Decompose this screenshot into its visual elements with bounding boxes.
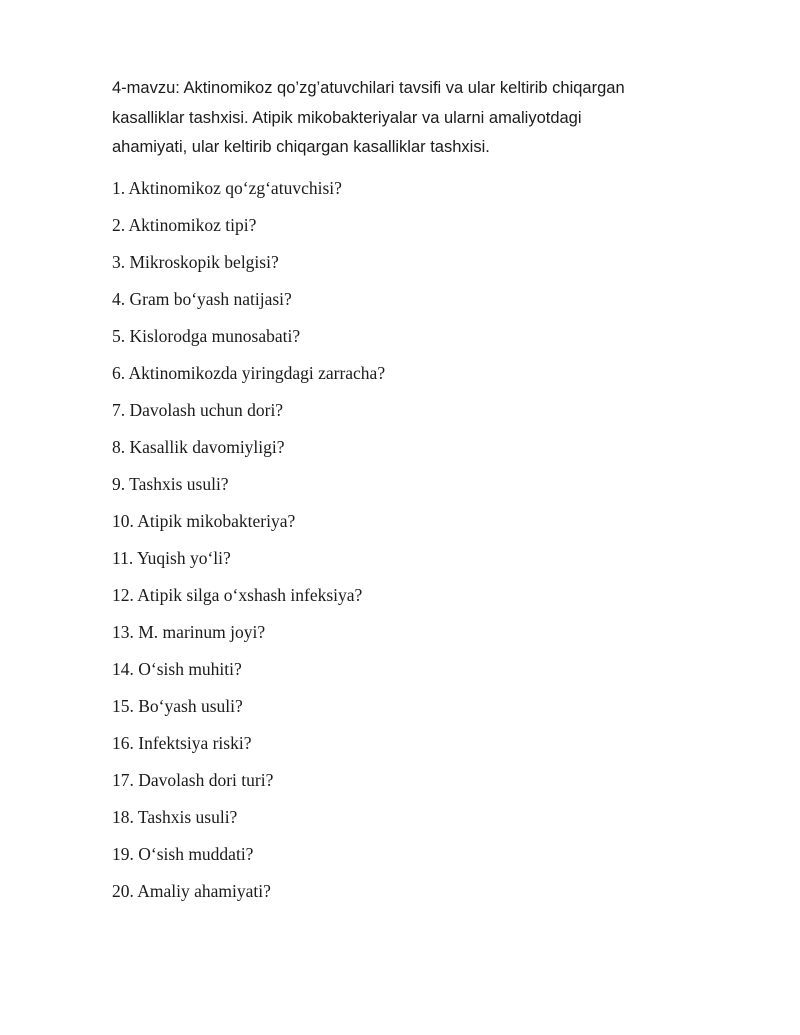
question-item: 12. Atipik silga oʻxshash infeksiya? <box>112 584 363 605</box>
document-content <box>112 74 732 917</box>
question-item: 1. Aktinomikoz qoʻzgʻatuvchisi? <box>112 177 342 198</box>
question-item: 20. Amaliy ahamiyati? <box>112 880 271 901</box>
title-line: ahamiyati, ular keltirib chiqargan kasalliklar tashxisi. <box>112 138 490 156</box>
question-item: 4. Gram boʻyash natijasi? <box>112 288 292 309</box>
question-item: 5. Kislorodga munosabati? <box>112 325 301 346</box>
question-item: 7. Davolash uchun dori? <box>112 399 284 420</box>
question-item: 17. Davolash dori turi? <box>112 769 274 790</box>
question-item: 14. Oʻsish muhiti? <box>112 658 242 679</box>
question-item: 2. Aktinomikoz tipi? <box>112 214 257 235</box>
question-item: 6. Aktinomikozda yiringdagi zarracha? <box>112 362 386 383</box>
question-item: 16. Infektsiya riski? <box>112 732 252 753</box>
question-item: 15. Boʻyash usuli? <box>112 695 243 716</box>
question-item: 11. Yuqish yoʻli? <box>112 547 231 568</box>
document-title <box>112 74 732 163</box>
question-item: 13. M. marinum joyi? <box>112 621 266 642</box>
question-item: 8. Kasallik davomiyligi? <box>112 436 285 457</box>
question-item: 19. Oʻsish muddati? <box>112 843 254 864</box>
question-item: 9. Tashxis usuli? <box>112 473 229 494</box>
title-line: 4-mavzu: Aktinomikoz qo’zg’atuvchilari tavsifi va ular keltirib chiqargan <box>112 79 625 97</box>
question-list <box>112 177 732 902</box>
question-item: 3. Mikroskopik belgisi? <box>112 251 279 272</box>
title-line: kasalliklar tashxisi. Atipik mikobakteriyalar va ularni amaliyotdagi <box>112 108 582 127</box>
question-item: 10. Atipik mikobakteriya? <box>112 510 296 531</box>
question-item: 18. Tashxis usuli? <box>112 806 238 827</box>
